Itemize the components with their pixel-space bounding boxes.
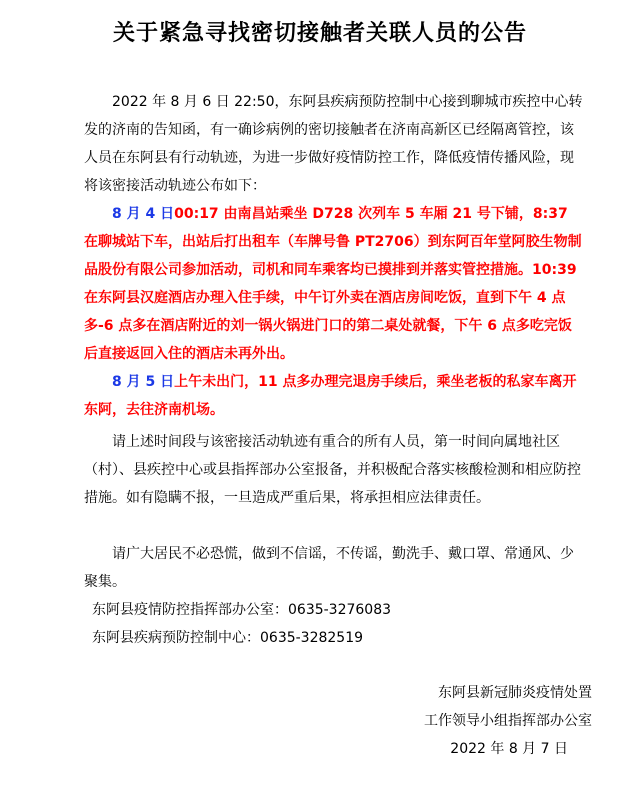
aug4-paragraph <box>84 200 584 368</box>
signature-date: 2022 年 8 月 7 日 <box>450 741 568 757</box>
signature-line-2: 工作领导小组指挥部办公室 <box>424 713 592 729</box>
page-title: 关于紧急寻找密切接触者关联人员的公告 <box>112 20 527 46</box>
intro-paragraph <box>84 88 584 200</box>
contact-hotline-command: 东阿县疫情防控指挥部办公室：0635-3276083 <box>92 602 392 618</box>
advice-paragraph <box>84 540 584 596</box>
aug5-paragraph <box>84 368 584 424</box>
advice-text: 请广大居民不必恐慌，做到不信谣，不传谣，勤洗手、戴口罩、常通风、少聚集。 <box>84 546 574 590</box>
contact-hotline-cdc: 东阿县疾病预防控制中心：0635-3282519 <box>92 630 364 646</box>
intro-text: 2022 年 8 月 6 日 22:50，东阿县疾病预防控制中心接到聊城市疾控中心转发的济南的告知函，有一确诊病例的密切接触者在济南高新区已经隔离管控，该人员在东阿县有行动轨迹，为进一步做好疫情防控工作，降低疫情传播风险，现将该密接活动轨迹公布如下： <box>84 94 583 194</box>
aug5-date: 8 月 5 日 <box>112 374 175 390</box>
aug4-text: 00:17 由南昌站乘坐 D728 次列车 5 车厢 21 号下铺，8:37 在聊城站下车，出站后打出租车（车牌号鲁 PT2706）到东阿百年堂阿胶生物制品股份有限公司参加活动，司机和同车乘客均已摸排到并落实管控措施。10:39 在东阿县汉庭酒店办理入住手续，中午订外卖在酒店房间吃饭，直到下午 4 点多-6 点多在酒店附近的刘一锅火锅进门口的第二桌处就餐，下午 6 点多吃完饭后直接返回入住的酒店未再外出。 <box>84 206 582 362</box>
report-paragraph <box>84 428 584 512</box>
report-text: 请上述时间段与该密接活动轨迹有重合的所有人员，第一时间向属地社区（村）、县疾控中心或县指挥部办公室报备，并积极配合落实核酸检测和相应防控措施。如有隐瞒不报，一旦造成严重后果，将承担相应法律责任。 <box>84 434 581 506</box>
aug5-text: 上午未出门，11 点多办理完退房手续后，乘坐老板的私家车离开东阿，去往济南机场。 <box>84 374 577 418</box>
signature-line-1: 东阿县新冠肺炎疫情处置 <box>438 685 592 701</box>
aug4-date: 8 月 4 日 <box>112 206 175 222</box>
